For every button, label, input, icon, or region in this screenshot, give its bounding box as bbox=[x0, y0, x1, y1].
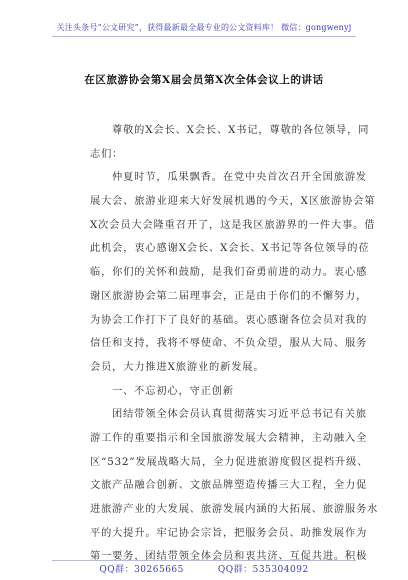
body-line: 团结带领全体会员认真贯彻落实习近平总书记有关旅 bbox=[112, 409, 368, 421]
footer-qq-group-2: QQ群：535304092 bbox=[217, 565, 309, 575]
body-line: 会员，大力推进X旅游业的新发展。 bbox=[90, 361, 265, 373]
body-line: 游工作的重要指示和全国旅游发展大会精神，主动融入全 bbox=[90, 432, 368, 444]
body-line: 第一要务，团结带领全体会员和衷共济、互促共进。积极 bbox=[90, 551, 368, 563]
footer-qq-group-1: QQ群：30265665 bbox=[99, 565, 184, 575]
body-line: 一、不忘初心，守正创新 bbox=[112, 385, 234, 397]
body-line: 志们： bbox=[90, 148, 124, 160]
body-line: 信任和支持，我将不辱使命、不负众望，服从大局、服务 bbox=[90, 338, 368, 350]
footer-banner bbox=[0, 562, 408, 575]
body-line: 区“532”发展战略大局，全力促进旅游度假区提档升级、 bbox=[90, 456, 369, 468]
document-body bbox=[90, 119, 379, 569]
header-banner: 关注头条号“公文研究”，获得最新最全最专业的公文资料库！ 微信：gongwenyj bbox=[56, 23, 352, 32]
document-title: 在区旅游协会第X届会员第X次全体会议上的讲话 bbox=[84, 74, 324, 86]
footer-divider bbox=[52, 560, 356, 561]
body-line: 进旅游产业的大发展、旅游发展内涵的大拓展、旅游服务水 bbox=[90, 504, 379, 515]
body-line: 临，你们的关怀和鼓励，是我们奋勇前进的动力。衷心感 bbox=[90, 267, 368, 279]
body-line: 尊敬的X会长、X会长、X书记，尊敬的各位领导，同 bbox=[112, 125, 370, 136]
body-line: 为协会工作打下了良好的基础。衷心感谢各位会员对我的 bbox=[90, 314, 368, 326]
body-line: 展大会、旅游业迎来大好发展机遇的今天，X区旅游协会第 bbox=[90, 196, 376, 208]
body-line: X次会员大会隆重召开了，这是我区旅游界的一件大事。借 bbox=[90, 219, 376, 231]
body-line: 此机会，衷心感谢X会长、X会长、X书记等各位领导的莅 bbox=[90, 243, 370, 255]
body-line: 平的大提升。牢记协会宗旨，把服务会员、助推发展作为 bbox=[90, 527, 368, 539]
body-line: 文旅产品融合创新、文旅品牌塑造传播三大工程，全力促 bbox=[90, 480, 368, 492]
body-line: 谢区旅游协会第二届理事会，正是由于你们的不懈努力， bbox=[90, 290, 368, 302]
header-divider bbox=[52, 36, 356, 37]
body-line: 仲夏时节，瓜果飘香。在党中央首次召开全国旅游发 bbox=[112, 172, 368, 184]
